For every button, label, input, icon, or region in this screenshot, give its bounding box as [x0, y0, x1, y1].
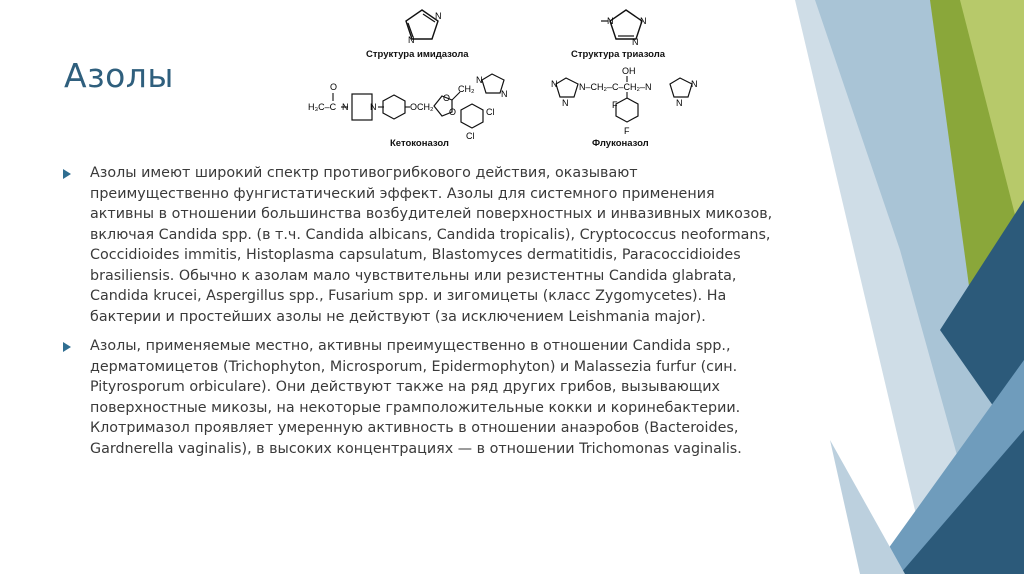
imidazole-n1: N — [435, 11, 442, 21]
fluco-hydroxyl: OH — [622, 66, 636, 76]
triazole-ring — [596, 6, 656, 46]
keto-cl2: Cl — [466, 131, 475, 141]
fluco-f2: F — [624, 126, 630, 136]
ketoconazole-molecule — [302, 64, 522, 142]
fluconazole-label: Флуконазол — [592, 138, 649, 149]
bullet-text-1: Азолы имеют широкий спектр противогрибкового действия, оказывают преимущественно фунгистатический эффект. Азолы для системного применения активны в отношении большинства возбудителей поверхностных и инвазивных микозов, включая Candida spp. (в т.ч. Candida albicans, Candida tropicalis), Cryptococcus neoformans, Coccidioides immitis, Histoplasma capsulatum, Blastomyces dermatitidis, Paracoccidioides brasiliensis. Обычно к азолам мало чувствительны или резистентны Candida glabrata, Candida krucei, Aspergillus spp., Fusarium spp. и зигомицеты (класс Zygomycetes). На бактерии и простейших азолы не действуют (за исключением Leishmania major). — [90, 165, 773, 325]
keto-cl1: Cl — [486, 107, 495, 117]
keto-ring-o1: O — [443, 93, 451, 103]
bullet-paragraph-1 — [62, 163, 777, 327]
decor-light-wedge — [830, 440, 905, 574]
fluco-n2: N — [562, 98, 569, 108]
fluco-n1: N — [551, 79, 558, 89]
keto-n2: N — [370, 102, 377, 112]
keto-n1: N — [342, 102, 349, 112]
bullet-text-2: Азолы, применяемые местно, активны преимущественно в отношении Candida spp., дерматомицетов (Trichophyton, Microsporum, Epidermophyton) и Malassezia furfur (син. Pityrosporum orbiculare). Они действуют также на ряд других грибов, вызывающих поверхностные микозы, на некоторые грамположительные кокки и коринебактерии. Клотримазол проявляет умеренную активность в отношении анаэробов (Bacteroides, Gardnerella vaginalis), в высоких концентрациях — в отношении Trichomonas vaginalis. — [90, 338, 742, 457]
keto-ether: OCH₂ — [410, 102, 434, 112]
triazole-n1: N — [607, 16, 614, 26]
keto-carbonyl-o: O — [330, 82, 338, 92]
keto-imid-n1: N — [476, 75, 483, 85]
ketoconazole-structure — [302, 64, 522, 142]
ketoconazole-label: Кетоконазол — [390, 138, 449, 149]
fluco-chain: N–CH₂–C–CH₂–N — [579, 82, 652, 92]
slide-body — [62, 163, 777, 468]
slide-title: Азолы — [64, 56, 174, 95]
triangle-bullet-icon — [63, 169, 71, 179]
imidazole-n2: N — [408, 35, 415, 45]
triazole-n2: N — [640, 16, 647, 26]
keto-ch2: CH₂ — [458, 84, 475, 94]
imidazole-ring — [392, 6, 452, 46]
triangle-bullet-icon — [63, 342, 71, 352]
triazole-label: Структура триазола — [571, 49, 666, 60]
keto-ring-o2: O — [449, 107, 457, 117]
bullet-paragraph-2 — [62, 336, 777, 459]
imidazole-label: Структура имидазола — [366, 49, 469, 60]
triazole-n3: N — [632, 37, 639, 46]
imidazole-structure — [392, 6, 452, 46]
fluco-n3: N — [691, 79, 698, 89]
triazole-structure — [596, 6, 656, 46]
fluconazole-molecule — [550, 64, 700, 142]
fluconazole-structure — [550, 64, 700, 142]
fluco-n4: N — [676, 98, 683, 108]
keto-methyl: H₃C–C — [308, 102, 337, 112]
fluco-f1: F — [612, 100, 618, 110]
keto-imid-n2: N — [501, 89, 508, 99]
